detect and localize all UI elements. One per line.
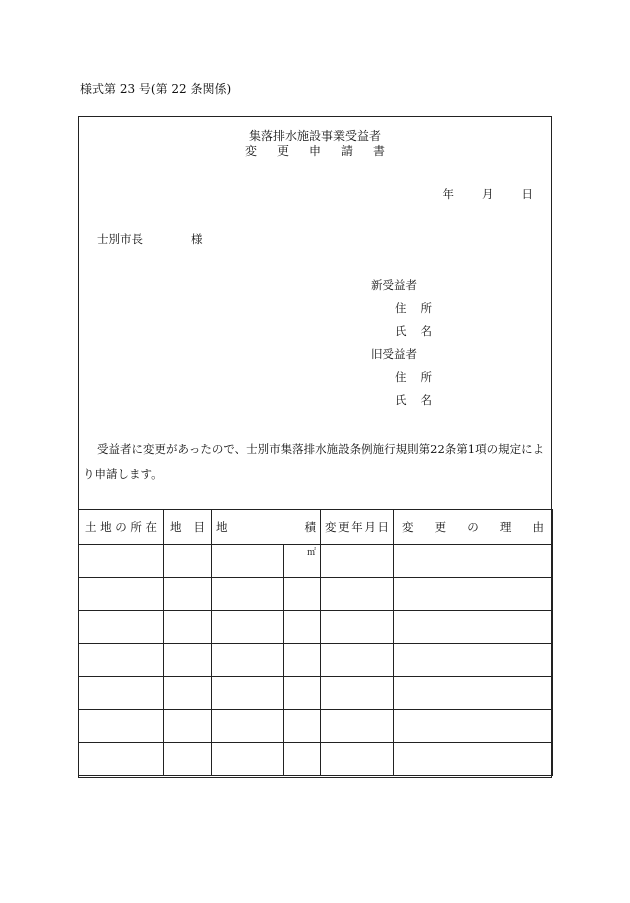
header-char: 年 [351,520,363,534]
label-char: 住 [395,370,407,384]
title-char: 変 [244,144,257,158]
area-cell[interactable] [212,743,284,776]
land-category-cell[interactable] [164,710,212,743]
form-title-line2 [79,142,551,159]
header-land-category [164,510,212,545]
area-subcell[interactable] [284,611,321,644]
land-category-cell[interactable] [164,578,212,611]
header-char: 変 [402,520,414,534]
change-date-cell[interactable] [321,743,394,776]
old-beneficiary-address-label[interactable] [395,369,432,385]
location-cell[interactable] [79,710,164,743]
table-row [79,578,553,611]
header-location [79,510,164,545]
table-row [79,710,553,743]
location-cell[interactable] [79,578,164,611]
new-beneficiary-heading: 新受益者 [371,278,417,292]
land-category-cell[interactable] [164,743,212,776]
new-beneficiary-name-label[interactable] [395,323,432,339]
form-number: 様式第 23 号(第 22 条関係) [80,82,232,96]
header-char: 所 [130,520,142,534]
header-char: 積 [304,520,316,534]
label-char: 所 [420,301,432,315]
reason-cell[interactable] [394,677,553,710]
area-unit-cell [284,545,321,578]
location-cell[interactable] [79,611,164,644]
form-title-line1: 集落排水施設事業受益者 [248,129,381,143]
location-cell[interactable] [79,644,164,677]
change-date-cell[interactable] [321,644,394,677]
header-char: 更 [434,520,447,534]
area-cell[interactable] [212,644,284,677]
header-char: 由 [532,520,544,534]
label-char: 所 [420,370,432,384]
label-char: 名 [420,324,432,338]
header-reason [394,510,553,545]
table-header-row [79,510,553,545]
reason-cell[interactable] [394,710,553,743]
change-date-cell[interactable] [321,545,394,578]
change-date-cell[interactable] [321,611,394,644]
header-char: 日 [377,520,389,534]
area-unit: ㎡ [306,548,316,558]
label-char: 名 [420,393,432,407]
location-cell[interactable] [79,743,164,776]
title-char: 申 [308,144,321,158]
application-form [78,116,552,778]
table-row [79,644,553,677]
area-subcell[interactable] [284,644,321,677]
land-category-cell[interactable] [164,545,212,578]
date-field[interactable] [415,186,534,202]
area-cell[interactable] [212,611,284,644]
area-subcell[interactable] [284,710,321,743]
reason-cell[interactable] [394,743,553,776]
title-char: 請 [341,144,354,158]
header-char: 土 [85,520,97,534]
area-cell[interactable] [212,677,284,710]
reason-cell[interactable] [394,578,553,611]
old-beneficiary-name-label[interactable] [395,392,432,408]
title-char: 書 [373,144,386,158]
label-char: 住 [395,301,407,315]
table-row [79,611,553,644]
header-char: 目 [193,520,205,534]
reason-cell[interactable] [394,545,553,578]
table-row [79,743,553,776]
header-char: 月 [364,520,376,534]
title-char: 更 [276,144,289,158]
area-cell[interactable] [212,578,284,611]
header-change-date [321,510,394,545]
area-subcell[interactable] [284,743,321,776]
change-date-cell[interactable] [321,710,394,743]
area-cell[interactable] [212,710,284,743]
old-beneficiary-heading: 旧受益者 [371,347,417,361]
addressee [97,231,203,247]
header-char: 地 [170,520,182,534]
application-statement: 受益者に変更があったので、士別市集落排水施設条例施行規則第22条第1項の規定により申請します。 [83,442,545,481]
new-beneficiary-address-label[interactable] [395,300,432,316]
area-cell[interactable] [212,545,284,578]
reason-cell[interactable] [394,644,553,677]
addressee-name: 士別市長 [97,232,143,246]
header-char: 理 [499,520,512,534]
label-char: 氏 [395,324,407,338]
area-subcell[interactable] [284,578,321,611]
header-char: 更 [338,520,350,534]
day-label: 日 [521,187,533,201]
month-label: 月 [482,187,494,201]
location-cell[interactable] [79,677,164,710]
header-char: 変 [325,520,337,534]
land-category-cell[interactable] [164,644,212,677]
area-subcell[interactable] [284,677,321,710]
header-area [212,510,321,545]
reason-cell[interactable] [394,611,553,644]
land-change-table [78,509,553,776]
year-label: 年 [442,187,454,201]
header-char: 在 [145,520,157,534]
header-char: の [467,520,479,534]
location-cell[interactable] [79,545,164,578]
label-char: 氏 [395,393,407,407]
header-char: 地 [100,520,112,534]
land-category-cell[interactable] [164,677,212,710]
land-category-cell[interactable] [164,611,212,644]
table-row [79,677,553,710]
header-char: の [115,520,127,534]
table-row [79,545,553,578]
change-date-cell[interactable] [321,677,394,710]
addressee-honorific: 様 [191,232,203,246]
header-char: 地 [216,520,228,534]
change-date-cell[interactable] [321,578,394,611]
